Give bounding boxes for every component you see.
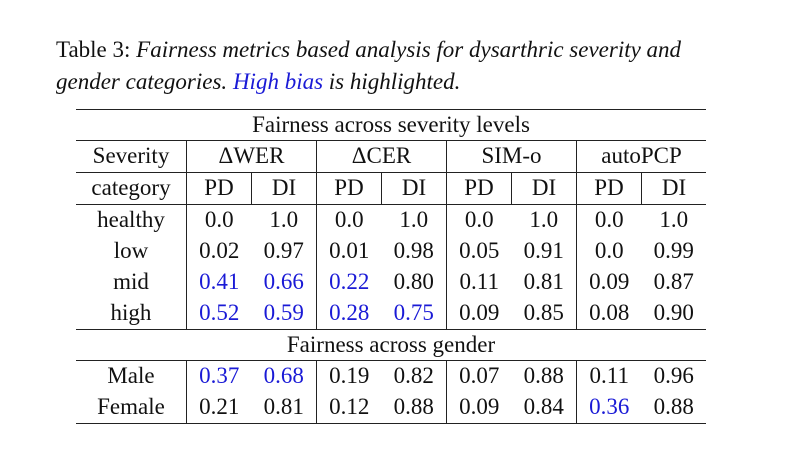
table-cell: 0.80 bbox=[382, 267, 447, 298]
table-cell: 1.0 bbox=[512, 205, 577, 237]
table-cell: 0.91 bbox=[512, 236, 577, 267]
table-cell: 0.88 bbox=[512, 361, 577, 393]
table-cell: 0.36 bbox=[577, 392, 642, 424]
table-cell: 0.82 bbox=[382, 361, 447, 393]
caption-highlight: High bias bbox=[232, 69, 324, 94]
table-cell: 0.52 bbox=[199, 300, 240, 325]
header-di: DI bbox=[252, 173, 317, 205]
header-pd: PD bbox=[187, 173, 252, 205]
table-cell: 0.21 bbox=[187, 392, 252, 424]
table-row bbox=[76, 361, 706, 393]
table-cell: 0.88 bbox=[642, 392, 707, 424]
table-cell: 0.09 bbox=[447, 392, 512, 424]
header-di: DI bbox=[382, 173, 447, 205]
table-cell: 0.11 bbox=[589, 363, 629, 388]
table-cell: 0.0 bbox=[334, 207, 364, 232]
table-row bbox=[76, 298, 706, 330]
header-category: category bbox=[76, 173, 187, 205]
header-pd: PD bbox=[577, 173, 642, 205]
table-cell: 0.87 bbox=[653, 269, 694, 294]
table-cell: 0.0 bbox=[594, 207, 624, 232]
row-label: high bbox=[76, 298, 187, 330]
table-cell: 0.0 bbox=[204, 207, 234, 232]
caption-text-end: is highlighted. bbox=[328, 69, 461, 94]
table-row bbox=[76, 392, 706, 424]
table-cell: 0.01 bbox=[329, 238, 370, 263]
fairness-table bbox=[76, 109, 706, 424]
gender-rows bbox=[76, 361, 706, 424]
table-row bbox=[76, 267, 706, 298]
table-cell: 0.66 bbox=[252, 267, 317, 298]
table-cell: 0.12 bbox=[317, 392, 382, 424]
table-cell: 0.02 bbox=[199, 238, 240, 263]
table-cell: 0.88 bbox=[382, 392, 447, 424]
header-delta-wer: ΔWER bbox=[187, 141, 317, 173]
row-label: mid bbox=[76, 267, 187, 298]
section-title-severity: Fairness across severity levels bbox=[76, 110, 706, 141]
table-cell: 0.05 bbox=[459, 238, 500, 263]
header-pd: PD bbox=[447, 173, 512, 205]
table-cell: 0.09 bbox=[459, 300, 500, 325]
table-cell: 0.28 bbox=[329, 300, 370, 325]
row-label: Male bbox=[76, 361, 187, 393]
row-label: healthy bbox=[76, 205, 187, 237]
caption-label: Table 3: bbox=[56, 37, 131, 62]
table-cell: 0.0 bbox=[594, 238, 624, 263]
header-di: DI bbox=[642, 173, 707, 205]
header-di: DI bbox=[512, 173, 577, 205]
caption-text: Fairness metrics based analysis for dysarthric severity and gender categories. bbox=[56, 37, 682, 94]
table-cell: 0.97 bbox=[252, 236, 317, 267]
table-cell: 0.75 bbox=[382, 298, 447, 330]
table-cell: 1.0 bbox=[659, 207, 689, 232]
section-title-row bbox=[76, 330, 706, 361]
table-cell: 0.90 bbox=[653, 300, 694, 325]
table-cell: 0.68 bbox=[252, 361, 317, 393]
table-cell: 0.37 bbox=[199, 363, 240, 388]
table-row bbox=[76, 205, 706, 237]
table-cell: 0.98 bbox=[382, 236, 447, 267]
table-cell: 0.11 bbox=[459, 269, 499, 294]
header-severity: Severity bbox=[76, 141, 187, 173]
header-delta-cer: ΔCER bbox=[317, 141, 447, 173]
table-cell: 0.99 bbox=[653, 238, 694, 263]
header-sim-o: SIM-o bbox=[447, 141, 577, 173]
section-title-gender: Fairness across gender bbox=[76, 330, 706, 361]
table-cell: 0.19 bbox=[329, 363, 370, 388]
header-autopcp: autoPCP bbox=[577, 141, 707, 173]
table-row bbox=[76, 236, 706, 267]
table-cell: 0.81 bbox=[512, 267, 577, 298]
table-cell: 0.07 bbox=[459, 363, 500, 388]
severity-rows bbox=[76, 205, 706, 330]
table-cell: 0.08 bbox=[589, 300, 630, 325]
table-cell: 0.09 bbox=[589, 269, 630, 294]
header-pd: PD bbox=[317, 173, 382, 205]
header-row-metrics bbox=[76, 141, 706, 173]
table-cell: 0.59 bbox=[252, 298, 317, 330]
table-caption bbox=[56, 34, 746, 98]
table-cell: 0.81 bbox=[252, 392, 317, 424]
row-label: Female bbox=[76, 392, 187, 424]
table-cell: 0.0 bbox=[464, 207, 494, 232]
table-cell: 0.85 bbox=[512, 298, 577, 330]
table-cell: 0.84 bbox=[512, 392, 577, 424]
table-cell: 0.41 bbox=[199, 269, 240, 294]
table-cell: 1.0 bbox=[252, 205, 317, 237]
row-label: low bbox=[76, 236, 187, 267]
table-cell: 1.0 bbox=[382, 205, 447, 237]
header-row-sub bbox=[76, 173, 706, 205]
section-title-row bbox=[76, 110, 706, 141]
table-cell: 0.96 bbox=[653, 363, 694, 388]
table-cell: 0.22 bbox=[329, 269, 370, 294]
